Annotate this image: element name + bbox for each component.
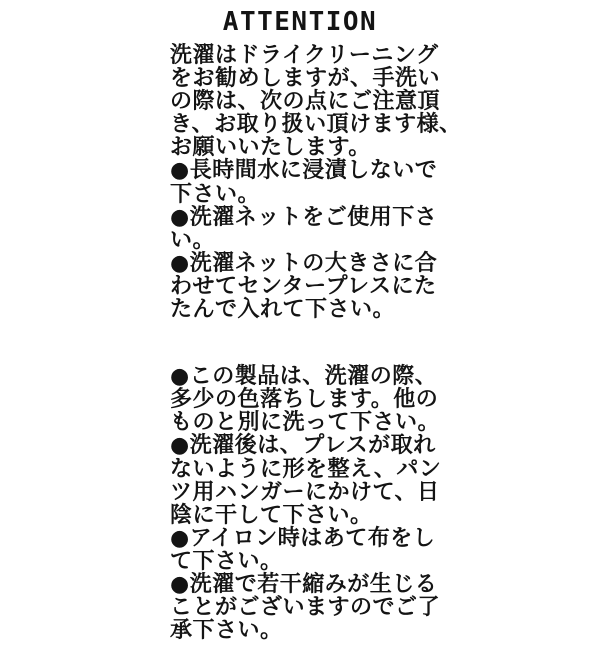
text-line: の際は、次の点にご注意頂	[170, 89, 441, 115]
text-line: お願いいたします。	[170, 135, 371, 161]
text-line: ●洗濯ネットをご使用下さ	[170, 204, 438, 230]
text-line: て下さい。	[170, 548, 283, 574]
text-line: ●洗濯後は、プレスが取れ	[170, 433, 436, 459]
text-line: ●洗濯で若干縮みが生じる	[170, 571, 438, 597]
text-line: ことがございますのでご了	[170, 595, 441, 621]
text-line: ●洗濯ネットの大きさに合	[170, 250, 438, 276]
text-line: ないように形を整え、パン	[170, 456, 442, 482]
text-line: い。	[170, 227, 216, 253]
care-instructions	[170, 44, 470, 642]
text-line: ●アイロン時はあて布をし	[170, 525, 436, 551]
text-line: 多少の色落ちします。他の	[170, 387, 439, 413]
text-line: 洗濯はドライクリーニング	[170, 43, 439, 68]
text-line: ●この製品は、洗濯の際、	[170, 364, 438, 390]
text-line: 承下さい。	[170, 618, 283, 644]
text-line: をお勧めしますが、手洗い	[170, 66, 441, 92]
text-line: き、お取り扱い頂けます様、	[170, 112, 462, 138]
text-line: 陰に干して下さい。	[170, 502, 373, 528]
text-line: わせてセンタープレスにた	[170, 273, 437, 299]
attention-title: ATTENTION	[222, 7, 378, 37]
general-care-section	[170, 365, 470, 642]
text-line: たんで入れて下さい。	[170, 297, 396, 323]
text-line: 下さい。	[170, 181, 261, 207]
text-line: ツ用ハンガーにかけて、日	[170, 479, 440, 505]
text-line: ものと別に洗って下さい。	[170, 410, 441, 436]
hand-wash-section	[170, 44, 470, 321]
text-line: ●長時間水に浸漬しないで	[170, 158, 438, 184]
